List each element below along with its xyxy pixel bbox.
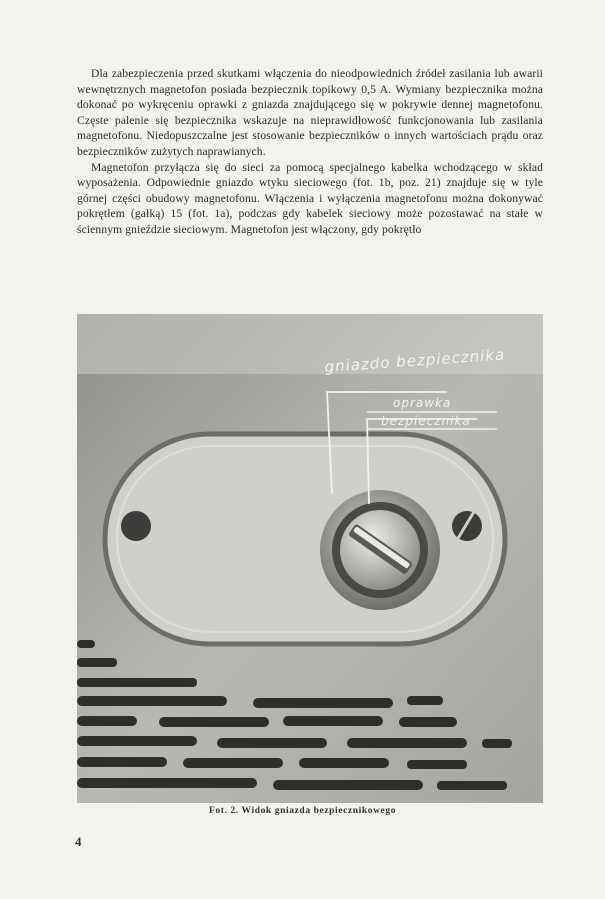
label-fuse-holder-line2: bezpiecznika (381, 414, 471, 428)
paragraph-power: Magnetofon przyłącza się do sieci za pomocą specjalnego kabelka wchodzącego w skład wyposażenia. Odpowiednie gniazdo wtyku sieciowego (fot. 1b, poz. 21) znajduje się w tyle górnej części obudowy magnetofonu. Włączenia i wyłączenia magnetofonu można dokonywać pokrętłem (gałką) 15 (fot. 1a), podczas gdy kabelek sieciowy może pozostawać na stałe w ściennym gnieździe sieciowym. Magnetofon jest włączony, gdy pokrętło (77, 160, 543, 236)
page-number: 4 (75, 834, 82, 849)
label-fuse-holder-line1: oprawka (393, 396, 452, 410)
label-fuse-socket: gniazdo bezpiecznika (324, 345, 506, 376)
photo-fuse-socket (77, 314, 543, 803)
oval-plate (105, 434, 505, 644)
photo-caption: Fot. 2. Widok gniazda bezpiecznikowego (208, 806, 397, 816)
paragraph-fuse: Dla zabezpieczenia przed skutkami włączenia do nieodpowiednich źródeł zasilania lub awarii wewnętrznych magnetofon posiada bezpiecznik topikowy 0,5 A. Wymiany bezpiecznika można dokonać po wykręceniu oprawki z gniazda znajdującego się w pokrywie dennej magnetofonu. Częste palenie się bezpiecznika wskazuje na nieprawidłowość funkcjonowania lub zasilania magnetofonu. Niedopuszczalne jest stosowanie bezpieczników o innych wartościach prądu oraz bezpieczników zużytych naprawianych. (77, 67, 543, 158)
body-text (77, 66, 543, 238)
left-screw-hole (121, 511, 151, 541)
